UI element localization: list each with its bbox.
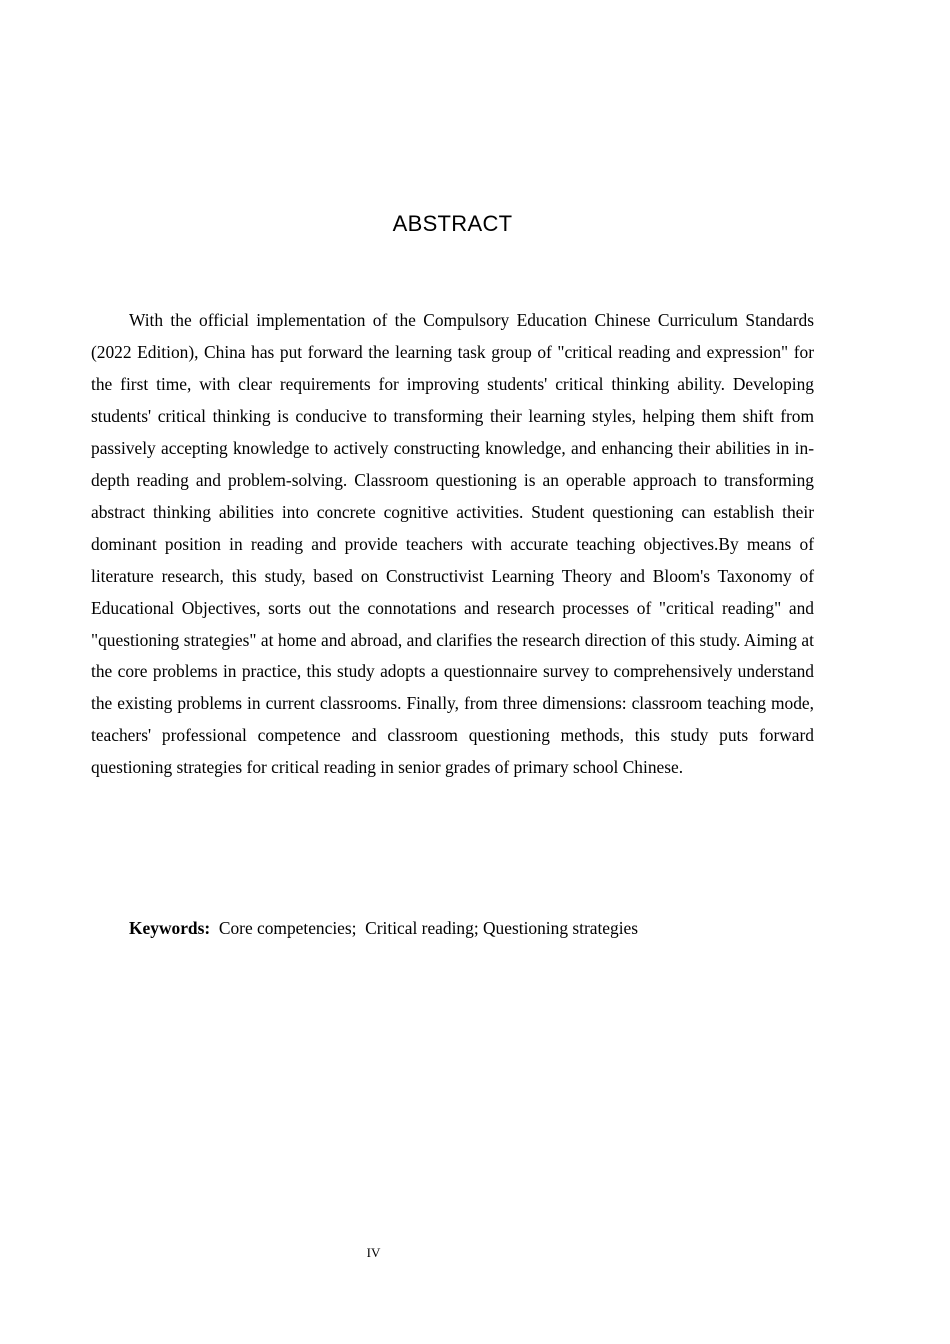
page-number: IV [366,1245,381,1260]
abstract-title: ABSTRACT [392,211,513,236]
keywords-label: Keywords: [129,918,211,938]
keywords-text: Core competencies; Critical reading; Questioning strategies [210,918,639,938]
keywords-line [129,913,829,943]
abstract-body: With the official implementation of the Compulsory Education Chinese Curriculum Standards (2022 Edition), China has put forward the learning task group of "critical reading and expression" for the first time, with clear requirements for improving students' critical thinking ability. Developing students' critical thinking is conducive to transforming their learning styles, helping them shift from passively accepting knowledge to actively constructing knowledge, and enhancing their abilities in in-depth reading and problem-solving. Classroom questioning is an operable approach to transforming abstract thinking abilities into concrete cognitive activities. Student questioning can establish their dominant position in reading and provide teachers with accurate teaching objectives.By means of literature research, this study, based on Constructivist Learning Theory and Bloom's Taxonomy of Educational Objectives, sorts out the connotations and research processes of "critical reading" and "questioning strategies" at home and abroad, and clarifies the research direction of this study. Aiming at the core problems in practice, this study adopts a questionnaire survey to comprehensively understand the existing problems in current classrooms. Finally, from three dimensions: classroom teaching mode, teachers' professional competence and classroom questioning methods, this study puts forward questioning strategies for critical reading in senior grades of primary school Chinese. [91,310,814,778]
